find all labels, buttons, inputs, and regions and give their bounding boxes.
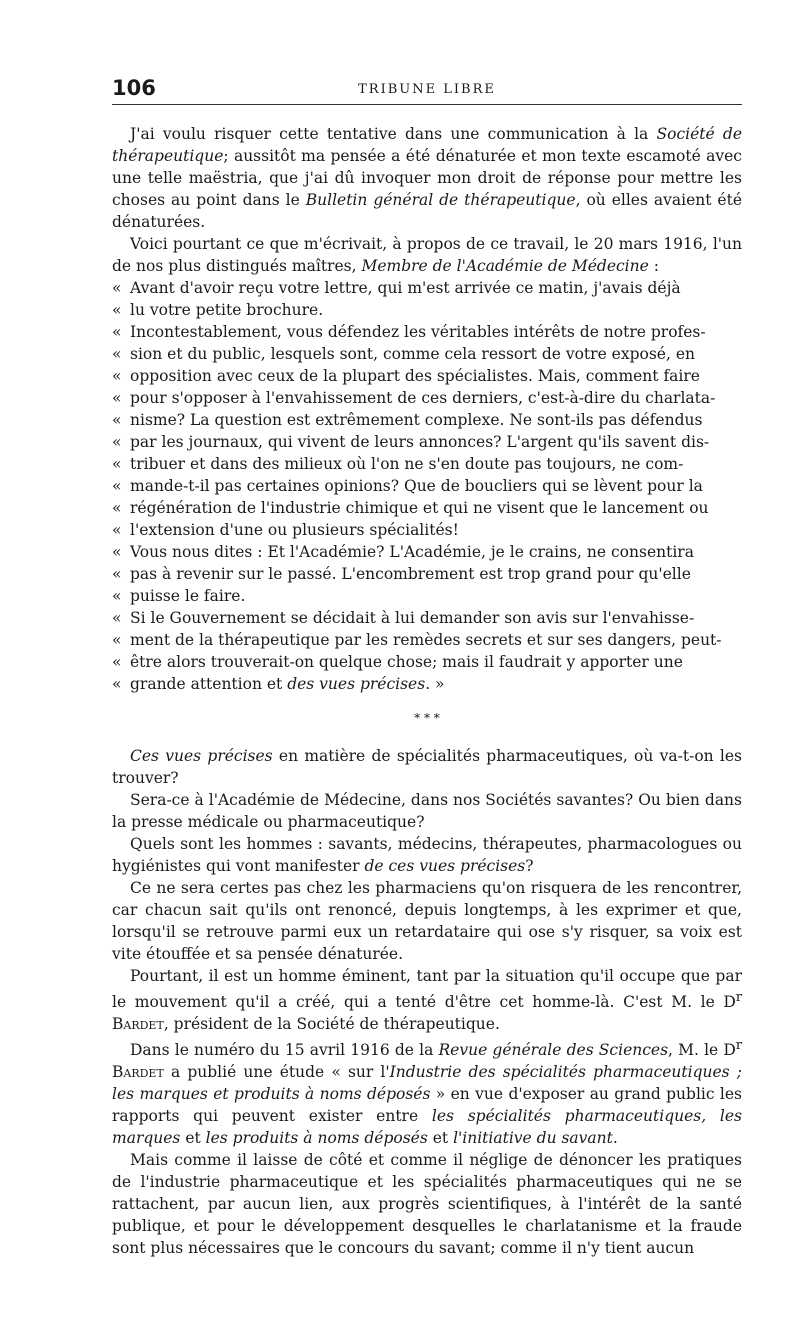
italic-run: l'initiative du savant (453, 1129, 613, 1148)
italic-run: Membre de l'Académie de Médecine (361, 257, 649, 275)
page-number: 106 (112, 76, 156, 100)
quote-text: Incontestablement, vous défendez les véritables intérêts de notre profes- (130, 323, 706, 341)
italic-run: les produits à noms déposés (205, 1129, 428, 1148)
quote-mark: « (112, 477, 122, 495)
quote-text: ment de la thérapeutique par les remèdes secrets et sur ses dangers, peut- (130, 631, 722, 649)
quote-text: pour s'opposer à l'envahissement de ces derniers, c'est-à-dire du charlata- (130, 389, 716, 407)
text-run: ? (525, 857, 534, 875)
paragraph: Ce ne sera certes pas chez les pharmaciens qu'on risquera de les rencontrer, car chacun sait qu'ils ont renoncé, depuis longtemps, à les exprimer et que, lorsqu'il se retrouve parmi eux un retardataire qui ose s'y risquer, sa voix est vite étouffée et sa pensée dénaturée. (112, 879, 742, 963)
quote-line (112, 343, 742, 365)
text-run: : (648, 257, 659, 275)
superscript: r (735, 990, 742, 1005)
quote-mark: « (112, 367, 122, 385)
quote-line (112, 299, 742, 321)
quote-mark: « (112, 389, 122, 407)
text-run: et (180, 1129, 206, 1148)
italic-run: Bulletin général de thérapeutique (305, 191, 576, 209)
quote-text: par les journaux, qui vivent de leurs annonces? L'argent qu'ils savent dis- (130, 433, 710, 451)
asterism: * * * (414, 711, 440, 725)
quote-text: Vous nous dites : Et l'Académie? L'Académie, je le crains, ne consentira (130, 543, 694, 561)
paragraph: Sera-ce à l'Académie de Médecine, dans nos Sociétés savantes? Ou bien dans la presse médicale ou pharmaceutique? (112, 791, 742, 831)
author-name: Bardet (112, 1015, 164, 1034)
quote-mark: « (112, 499, 122, 517)
quote-text: lu votre petite brochure. (130, 301, 324, 319)
body-text (112, 123, 742, 1259)
italic-run: Industrie des spécialités pharmaceutiques ; les marques et produits à noms déposés (112, 1063, 742, 1104)
quote-text: Avant d'avoir reçu votre lettre, qui m'est arrivée ce matin, j'avais déjà (130, 279, 681, 297)
section-separator (112, 695, 742, 745)
text-run: ; aussitôt ma pensée a été dénaturée et mon texte escamoté avec une telle maëstria, que j'ai dû invoquer mon droit de réponse pour mettre les choses au point dans le (112, 147, 742, 209)
italic-run: les spécialités pharmaceutiques, les marques (112, 1107, 742, 1148)
text-run: Quels sont les hommes : savants, médecins, thérapeutes, pharmacologues ou hygiénistes qui vont manifester (112, 835, 742, 875)
quote-mark: « (112, 587, 122, 605)
italic-run: Revue générale des Sciences (438, 1041, 669, 1060)
quote-line (112, 673, 742, 695)
quote-mark: « (112, 433, 122, 451)
italic-run: de ces vues précises (364, 857, 526, 875)
quote-line (112, 607, 742, 629)
quote-text: tribuer et dans des milieux où l'on ne s'en doute pas toujours, ne com- (130, 455, 684, 473)
quote-text: opposition avec ceux de la plupart des spécialistes. Mais, comment faire (130, 367, 700, 385)
quote-text: pas à revenir sur le passé. L'encombrement est trop grand pour qu'elle (130, 565, 691, 583)
text-run: » en vue d'exposer au grand public les rapports qui peuvent exister entre (112, 1085, 743, 1126)
text-run: et (427, 1129, 454, 1148)
quote-mark: « (112, 609, 122, 627)
quote-text: régénération de l'industrie chimique et qui ne visent que le lancement ou (130, 499, 709, 517)
quote-line (112, 409, 742, 431)
quote-mark: « (112, 301, 122, 319)
author-name: Bardet (112, 1063, 164, 1082)
quote-mark: « (112, 411, 122, 429)
quote-mark: « (112, 543, 122, 561)
quote-line (112, 365, 742, 387)
quote-line (112, 497, 742, 519)
quote-mark: « (112, 631, 122, 649)
paragraph: Mais comme il laisse de côté et comme il néglige de dénoncer les pratiques de l'industrie pharmaceutique et les spécialités pharmaceutiques qui ne se rattachent, par aucun lien, aux progrès scientifiques, à l'intérêt de la santé publique, et pour le développement desquelles le charlatanisme et la fraude sont plus nécessaires que le concours du savant; comme il n'y tient aucun (112, 1151, 742, 1258)
italic-run: Société de thérapeutique (112, 125, 742, 165)
quote-line (112, 651, 742, 673)
text-run: , M. le D (668, 1041, 736, 1060)
quote-mark: « (112, 279, 122, 297)
quote-text: grande attention et (130, 675, 288, 693)
text-run: , où elles avaient été dénaturées. (112, 191, 742, 231)
letter-quotation (112, 277, 742, 695)
quote-text: nisme? La question est extrêmement complexe. Ne sont-ils pas défendus (130, 411, 703, 429)
paragraph (112, 833, 742, 877)
italic-run: des vues précises (287, 675, 426, 693)
quote-text: Si le Gouvernement se décidait à lui demander son avis sur l'envahisse- (130, 609, 695, 627)
quote-text: mande-t-il pas certaines opinions? Que de boucliers qui se lèvent pour la (130, 477, 703, 495)
quote-mark: « (112, 345, 122, 363)
paragraph (112, 123, 742, 233)
quote-line (112, 321, 742, 343)
quote-text: être alors trouverait-on quelque chose; mais il faudrait y apporter une (130, 653, 683, 671)
text-run: J'ai voulu risquer cette tentative dans une communication à la (130, 125, 657, 143)
quote-text: l'extension d'une ou plusieurs spécialités! (130, 521, 459, 539)
text-run: en matière de spécialités pharmaceutiques, où va-t-on les trouver? (112, 747, 742, 787)
quote-mark: « (112, 653, 122, 671)
quote-mark: « (112, 675, 122, 693)
italic-run: Ces vues précises (130, 747, 273, 765)
quote-line (112, 585, 742, 607)
text-run: Dans le numéro du 15 avril 1916 de la (130, 1041, 439, 1060)
quote-mark: « (112, 455, 122, 473)
quote-line (112, 519, 742, 541)
text-run: , président de la Société de thérapeutique. (163, 1015, 500, 1034)
running-head: TRIBUNE LIBRE (358, 82, 496, 97)
quote-mark: « (112, 521, 122, 539)
text-run: a publié une étude « sur l' (163, 1063, 390, 1082)
quote-line (112, 387, 742, 409)
paragraph (112, 745, 742, 789)
text-run: Voici pourtant ce que m'écrivait, à propos de ce travail, le 20 mars 1916, l'un de nos plus distingués maîtres, (112, 235, 742, 275)
paragraph (112, 965, 742, 1035)
quote-line (112, 629, 742, 651)
text-run: Pourtant, il est un homme éminent, tant par la situation qu'il occupe que par le mouvement qu'il a créé, qui a tenté d'être cet homme-là. C'est M. le D (112, 967, 742, 1012)
quote-text: sion et du public, lesquels sont, comme cela ressort de votre exposé, en (130, 345, 695, 363)
header-rule (112, 104, 742, 105)
quote-text: puisse le faire. (130, 587, 246, 605)
quote-mark: « (112, 565, 122, 583)
quote-line (112, 541, 742, 563)
quote-line (112, 475, 742, 497)
quote-line (112, 277, 742, 299)
quote-line (112, 453, 742, 475)
text-run: . (612, 1129, 618, 1148)
quote-text: . » (425, 675, 445, 693)
paragraph (112, 1035, 742, 1149)
superscript: r (735, 1038, 742, 1054)
paragraph (112, 233, 742, 277)
page-header (112, 72, 742, 106)
quote-line (112, 563, 742, 585)
quote-mark: « (112, 323, 122, 341)
quote-line (112, 431, 742, 453)
